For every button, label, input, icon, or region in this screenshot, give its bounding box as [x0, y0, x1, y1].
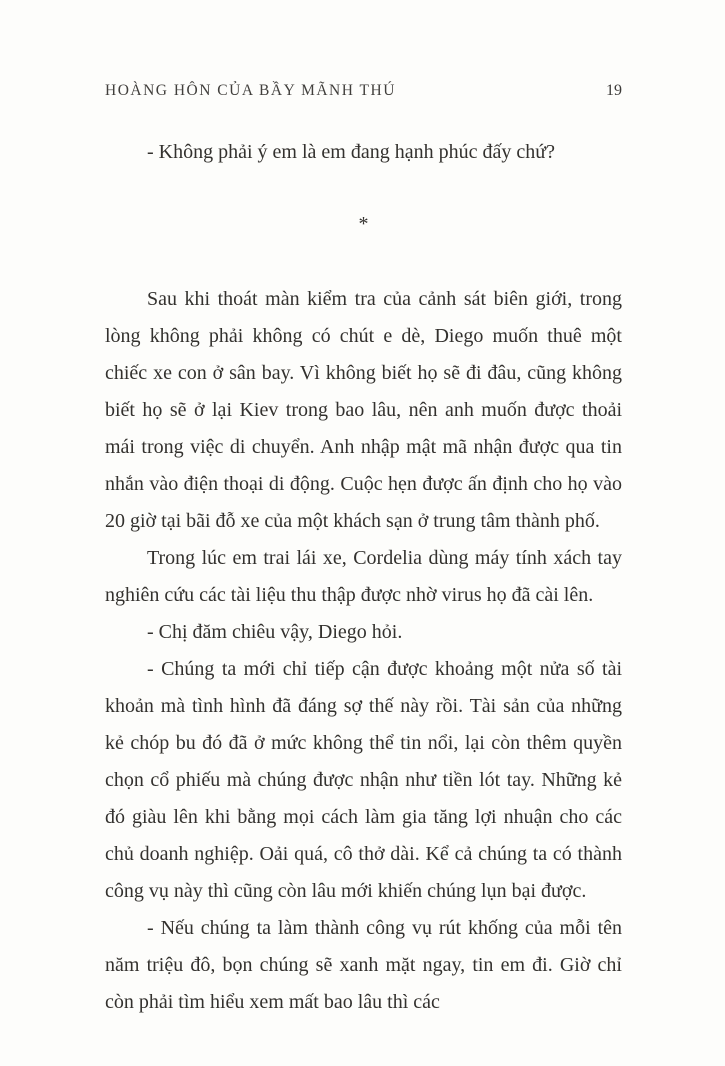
dialogue-line-opening: - Không phải ý em là em đang hạnh phúc đấy chứ? — [147, 141, 555, 163]
running-head — [105, 82, 622, 100]
page-body-text — [105, 134, 622, 1021]
running-head-title: HOÀNG HÔN CỦA BẦY MÃNH THÚ — [105, 82, 396, 99]
paragraph: - Chị đăm chiêu vậy, Diego hỏi. — [147, 621, 403, 643]
page-number: 19 — [606, 82, 622, 99]
paragraph: - Chúng ta mới chỉ tiếp cận được khoảng một nửa số tài khoản mà tình hình đã đáng sợ thế này rồi. Tài sản của những kẻ chóp bu đó đã ở mức không thể tin nổi, lại còn thêm quyền chọn cổ phiếu mà chúng được nhận như tiền lót tay. Những kẻ đó giàu lên khi bằng mọi cách làm gia tăng lợi nhuận cho các chủ doanh nghiệp. Oải quá, cô thở dài. Kể cả chúng ta có thành công vụ này thì cũng còn lâu mới khiến chúng lụn bại được. — [105, 658, 622, 902]
section-separator: * — [358, 213, 369, 235]
paragraph: Trong lúc em trai lái xe, Cordelia dùng máy tính xách tay nghiên cứu các tài liệu thu thập được nhờ virus họ đã cài lên. — [105, 547, 622, 606]
paragraph: Sau khi thoát màn kiểm tra của cảnh sát biên giới, trong lòng không phải không có chút e dè, Diego muốn thuê một chiếc xe con ở sân bay. Vì không biết họ sẽ đi đâu, cũng không biết họ sẽ ở lại Kiev trong bao lâu, nên anh muốn được thoải mái trong việc di chuyển. Anh nhập mật mã nhận được qua tin nhắn vào điện thoại di động. Cuộc hẹn được ấn định cho họ vào 20 giờ tại bãi đỗ xe của một khách sạn ở trung tâm thành phố. — [105, 288, 622, 532]
paragraph: - Nếu chúng ta làm thành công vụ rút khống của mỗi tên năm triệu đô, bọn chúng sẽ xanh mặt ngay, tin em đi. Giờ chỉ còn phải tìm hiểu xem mất bao lâu thì các — [105, 917, 622, 1013]
